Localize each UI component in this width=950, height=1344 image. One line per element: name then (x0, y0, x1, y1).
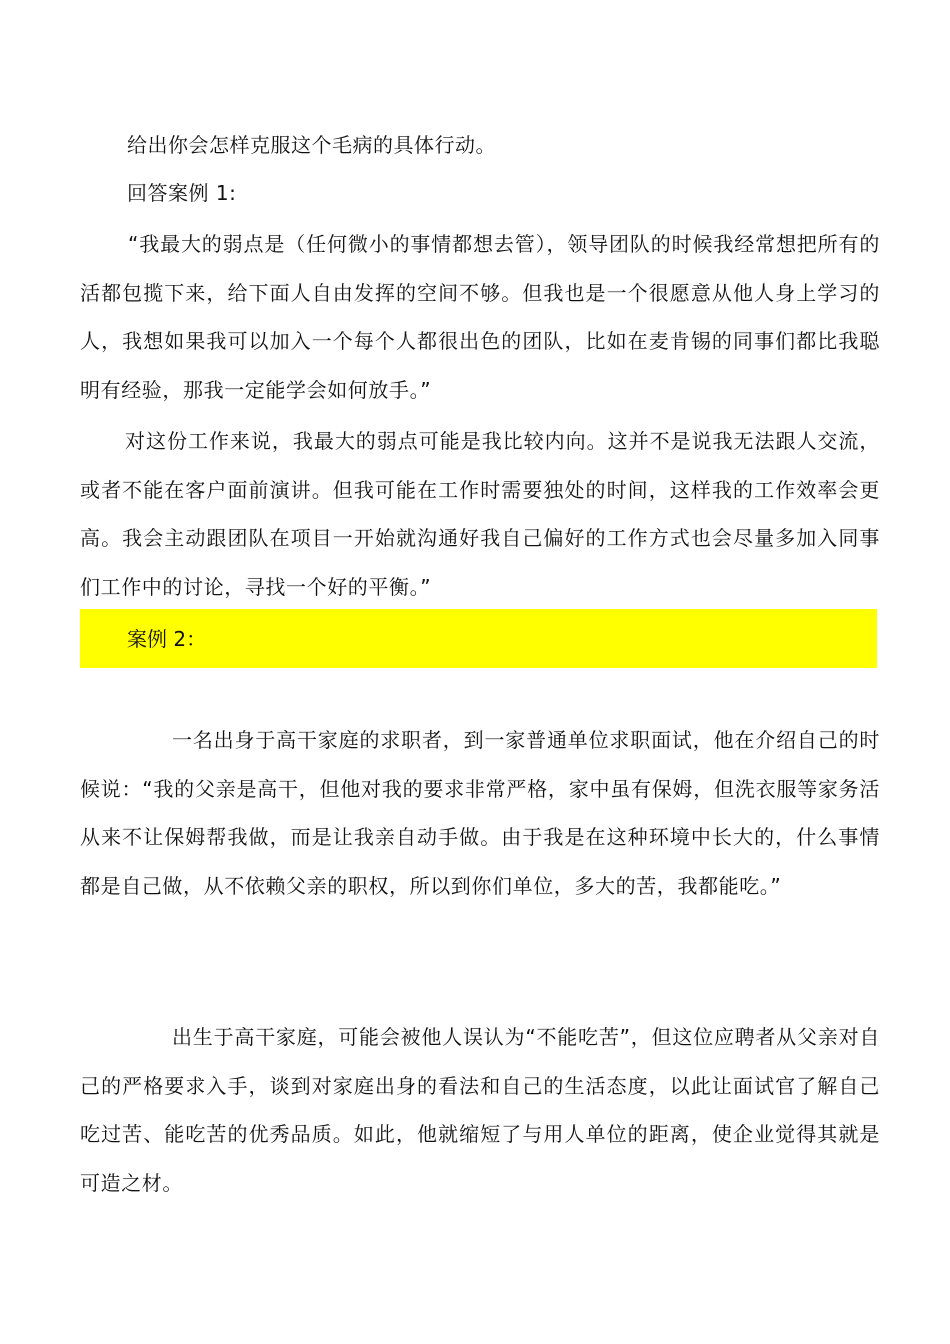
case2-analysis-paragraph: 出生于高干家庭，可能会被他人误认为“不能吃苦”，但这位应聘者从父亲对自己的严格要求入手，谈到对家庭出身的看法和自己的生活态度，以此让面试官了解自己吃过苦、能吃苦的优秀品质。如此，他就缩短了与用人单位的距离，使企业觉得其就是可造之材。 (80, 1025, 880, 1195)
answer-example-label: 回答案例 1: (127, 181, 237, 205)
case2-story-paragraph: 一名出身于高干家庭的求职者，到一家普通单位求职面试，他在介绍自己的时候说：“我的父亲是高干，但他对我的要求非常严格，家中虽有保姆，但洗衣服等家务活从来不让保姆帮我做，而是让我亲自动手做。由于我是在这种环境中长大的，什么事情都是自己做，从不依赖父亲的职权，所以到你们单位，多大的苦，我都能吃。” (80, 728, 880, 898)
case2-highlight-bar (80, 609, 877, 668)
answer-second-paragraph: 对这份工作来说，我最大的弱点可能是我比较内向。这并不是说我无法跟人交流，或者不能在客户面前演讲。但我可能在工作时需要独处的时间，这样我的工作效率会更高。我会主动跟团队在项目一开始就沟通好我自己偏好的工作方式也会尽量多加入同事们工作中的讨论，寻找一个好的平衡。” (80, 429, 880, 599)
case2-heading: 案例 2： (127, 627, 207, 651)
intro-line: 给出你会怎样克服这个毛病的具体行动。 (127, 133, 496, 157)
answer-quote-paragraph: “我最大的弱点是（任何微小的事情都想去管），领导团队的时候我经常想把所有的活都包揽下来，给下面人自由发挥的空间不够。但我也是一个很愿意从他人身上学习的人，我想如果我可以加入一个每个人都很出色的团队，比如在麦肯锡的同事们都比我聪明有经验，那我一定能学会如何放手。” (80, 232, 880, 402)
